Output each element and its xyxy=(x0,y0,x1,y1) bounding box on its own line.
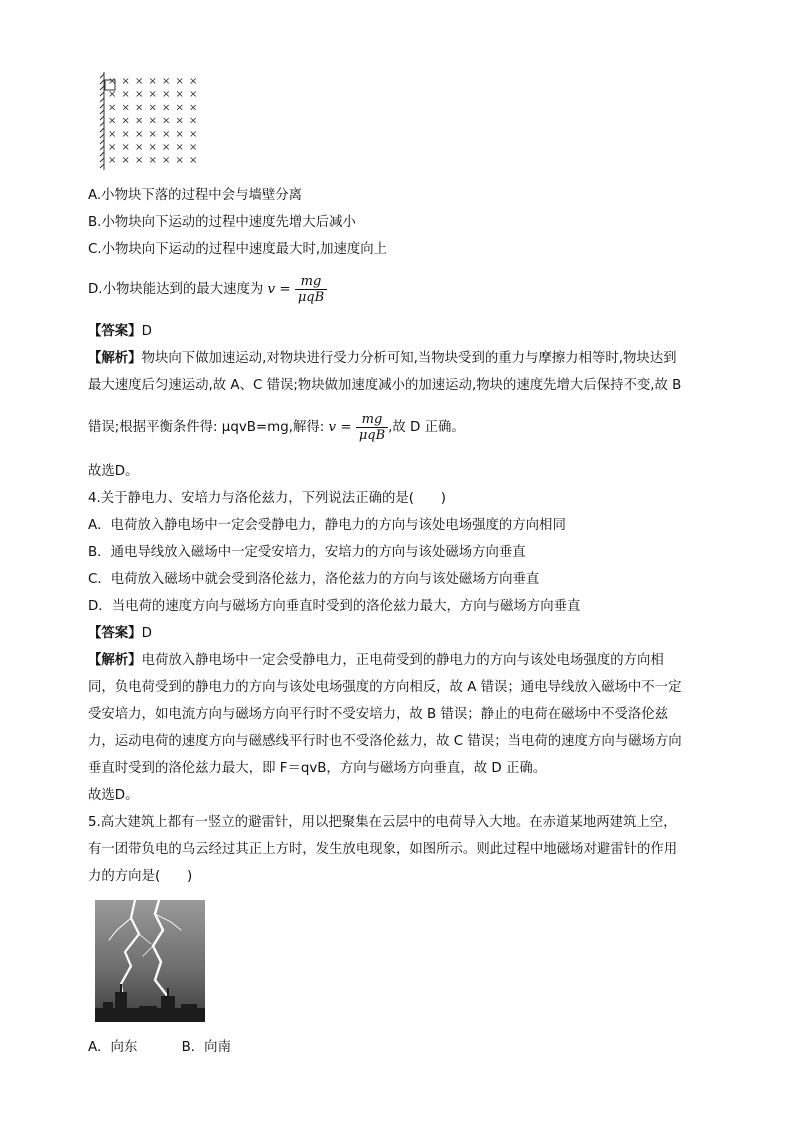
analysis-tag: 【解析】 xyxy=(88,351,142,366)
q3-option-d xyxy=(88,272,327,308)
answer-tag: 【答案】 xyxy=(88,626,142,641)
q4-analysis-line-4: 力，运动电荷的速度方向与磁感线平行时也不受洛伦兹力，故 C 错误；当电荷的速度方向与磁场方向 xyxy=(88,734,682,749)
field-cross: × xyxy=(189,155,198,167)
field-cross: × xyxy=(162,142,171,153)
field-cross: × xyxy=(135,102,144,114)
field-cross: × xyxy=(162,155,171,167)
field-cross: × xyxy=(175,115,184,127)
q3-answer xyxy=(88,322,152,342)
q4-analysis-line-5: 垂直时受到的洛伦兹力最大，即 F＝qvB，方向与磁场方向垂直，故 D 正确。 xyxy=(88,761,547,776)
fraction-numerator: mg xyxy=(356,412,388,428)
field-cross: × xyxy=(189,89,198,101)
field-cross: × xyxy=(162,102,171,114)
field-cross: × xyxy=(162,115,171,127)
q3-option-c: C.小物块向下运动的过程中速度最大时,加速度向上 xyxy=(88,242,388,257)
answer-value: D xyxy=(141,324,152,339)
q5-stem-line-3: 力的方向是( ) xyxy=(88,869,193,884)
q4-option-c: C．电荷放入磁场中就会受到洛伦兹力，洛伦兹力的方向与该处磁场方向垂直 xyxy=(88,572,540,587)
answer-value: D xyxy=(141,626,152,641)
answer-tag: 【答案】 xyxy=(88,324,142,339)
field-cross: × xyxy=(121,155,130,167)
field-cross: × xyxy=(189,115,198,127)
field-cross: × xyxy=(175,89,184,101)
q3-analysis-line-3 xyxy=(88,410,465,446)
field-cross: × xyxy=(135,115,144,127)
q3-option-a: A.小物块下落的过程中会与墙壁分离 xyxy=(88,188,303,203)
q4-stem: 4.关于静电力、安培力与洛伦兹力，下列说法正确的是( ) xyxy=(88,491,446,506)
analysis-text: 错误;根据平衡条件得: μqvB=mg,解得: xyxy=(88,420,325,435)
field-cross: × xyxy=(135,128,144,140)
analysis-tag: 【解析】 xyxy=(88,653,142,668)
q3-choose: 故选D。 xyxy=(88,464,139,479)
magnetic-field-figure xyxy=(98,70,208,174)
field-cross: × xyxy=(148,155,157,167)
q5-stem-line-1: 5.高大建筑上都有一竖立的避雷针，用以把聚集在云层中的电荷导入大地。在赤道某地两建筑上空， xyxy=(88,815,677,830)
field-cross: × xyxy=(108,142,117,153)
field-cross: × xyxy=(121,102,130,114)
field-cross: × xyxy=(108,155,117,167)
field-cross: × xyxy=(148,142,157,153)
fraction-denominator: μqB xyxy=(358,427,386,443)
field-cross: × xyxy=(175,102,184,114)
q5-options xyxy=(88,1038,231,1058)
q5-option-b: B．向南 xyxy=(181,1040,231,1055)
field-cross: × xyxy=(148,115,157,127)
q3-analysis-line-1 xyxy=(88,349,677,369)
field-cross: × xyxy=(175,142,184,153)
wall-hatching xyxy=(100,72,104,170)
field-cross: × xyxy=(121,142,130,153)
q3-option-b: B.小物块向下运动的过程中速度先增大后减小 xyxy=(88,215,356,230)
fraction-denominator: μqB xyxy=(297,289,325,305)
field-cross: × xyxy=(148,89,157,101)
field-cross: × xyxy=(121,76,130,87)
q4-analysis-line-2: 同，负电荷受到的静电力的方向与该处电场强度的方向相反，故 A 错误；通电导线放入磁场中不一定 xyxy=(88,680,682,695)
field-cross: × xyxy=(108,89,117,101)
field-cross: × xyxy=(108,128,117,140)
field-cross: × xyxy=(189,102,198,114)
analysis-text: ,故 D 正确。 xyxy=(388,420,465,435)
field-cross: × xyxy=(108,115,117,127)
max-speed-fraction xyxy=(295,274,327,305)
field-cross: × xyxy=(121,115,130,127)
field-cross: × xyxy=(189,76,198,87)
q4-analysis-line-3: 受安培力，如电流方向与磁场方向平行时不受安培力，故 B 错误；静止的电荷在磁场中不受洛伦兹 xyxy=(88,707,669,722)
field-cross: × xyxy=(162,76,171,87)
field-cross: × xyxy=(108,76,117,87)
field-cross: × xyxy=(135,76,144,87)
field-cross: × xyxy=(175,155,184,167)
field-cross: × xyxy=(108,102,117,114)
field-cross: × xyxy=(175,128,184,140)
q3-analysis-line-2: 最大速度后匀速运动,故 A、C 错误;物块做加速度减小的加速运动,物块的速度先增大后保持不变,故 B xyxy=(88,378,682,393)
analysis-text: 物块向下做加速运动,对物块进行受力分析可知,当物块受到的重力与摩擦力相等时,物块达到 xyxy=(141,351,677,366)
fraction-numerator: mg xyxy=(295,274,327,290)
velocity-symbol: v = xyxy=(267,282,291,297)
q4-option-b: B．通电导线放入磁场中一定受安培力，安培力的方向与该处磁场方向垂直 xyxy=(88,545,526,560)
field-cross: × xyxy=(148,102,157,114)
velocity-symbol: v = xyxy=(328,420,352,435)
field-cross: × xyxy=(135,89,144,101)
analysis-text: 电荷放入静电场中一定会受静电力，正电荷受到的静电力的方向与该处电场强度的方向相 xyxy=(141,653,664,668)
q5-option-a: A．向东 xyxy=(88,1040,138,1055)
field-cross: × xyxy=(162,128,171,140)
field-cross: × xyxy=(148,76,157,87)
field-crosses xyxy=(108,76,197,166)
max-speed-fraction xyxy=(356,412,388,443)
field-cross: × xyxy=(121,128,130,140)
q3-option-d-text: D.小物块能达到的最大速度为 xyxy=(88,282,264,297)
field-cross: × xyxy=(135,142,144,153)
field-cross: × xyxy=(175,76,184,87)
field-cross: × xyxy=(189,142,198,153)
field-cross: × xyxy=(189,128,198,140)
q4-option-a: A．电荷放入静电场中一定会受静电力，静电力的方向与该处电场强度的方向相同 xyxy=(88,518,566,533)
q4-answer xyxy=(88,624,152,644)
q5-stem-line-2: 有一团带负电的乌云经过其正上方时，发生放电现象，如图所示。则此过程中地磁场对避雷针的作用 xyxy=(88,842,678,857)
q4-option-d: D．当电荷的速度方向与磁场方向垂直时受到的洛伦兹力最大，方向与磁场方向垂直 xyxy=(88,599,581,614)
q4-analysis-line-1 xyxy=(88,651,664,671)
field-cross: × xyxy=(135,155,144,167)
q4-choose: 故选D。 xyxy=(88,788,139,803)
field-cross: × xyxy=(121,89,130,101)
lightning-photo xyxy=(95,900,205,1022)
field-cross: × xyxy=(162,89,171,101)
field-cross: × xyxy=(148,128,157,140)
